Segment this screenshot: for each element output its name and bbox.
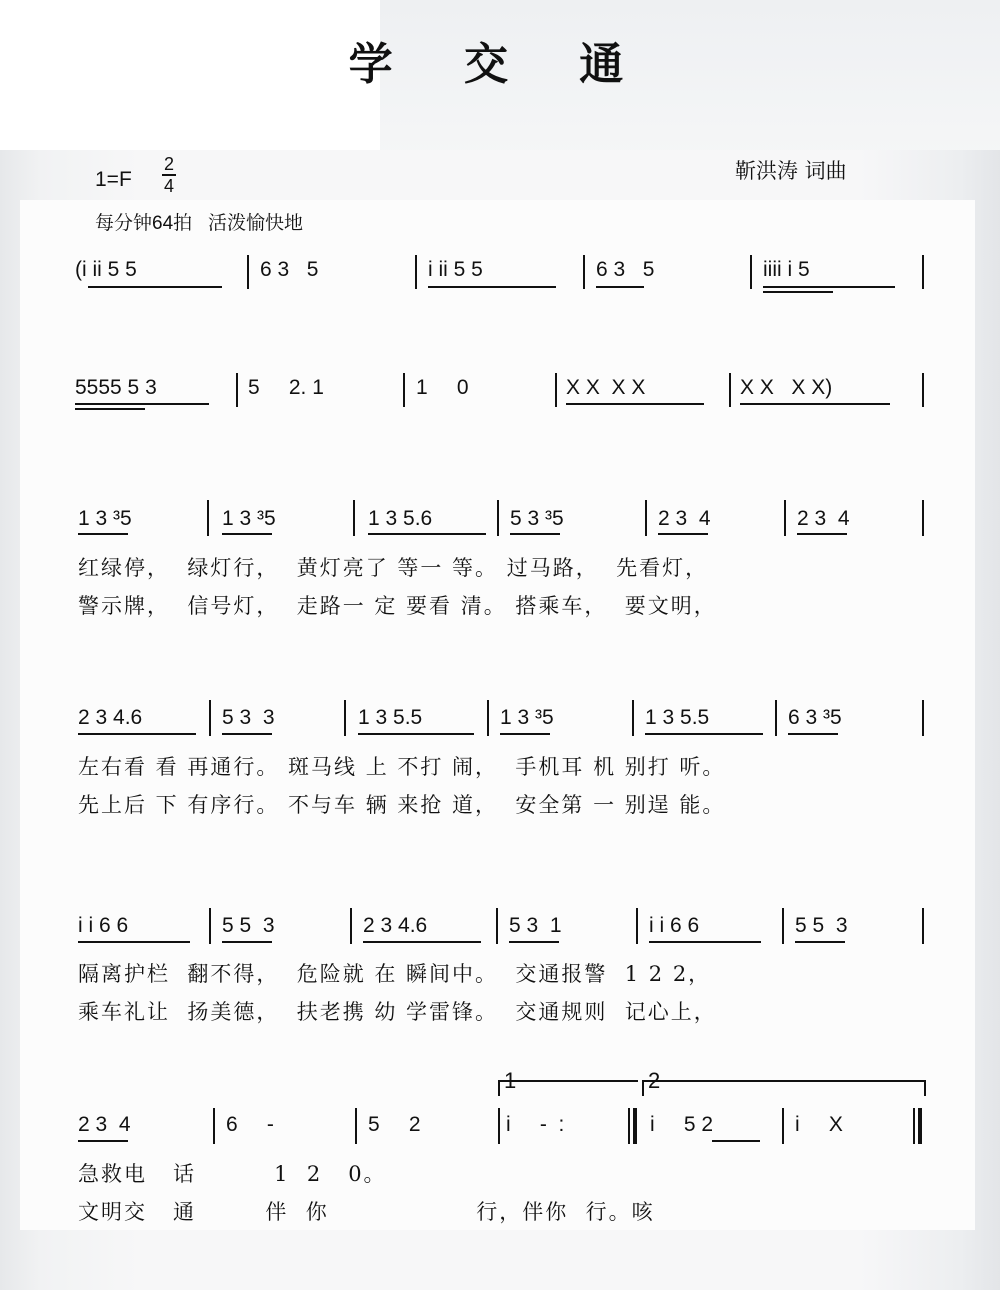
barline (922, 500, 924, 536)
beam-underline (222, 941, 272, 943)
beam-underline (712, 1140, 760, 1142)
measure: 6 3 ³5 (788, 706, 842, 729)
final-barline-thin (913, 1108, 915, 1144)
barline (922, 373, 924, 407)
beam-underline (500, 733, 550, 735)
barline (555, 373, 557, 407)
measure: 5 3 3 (222, 706, 275, 729)
beam-underline (363, 941, 481, 943)
beam-underline (368, 533, 486, 535)
measure: i i 6 6 (78, 914, 129, 937)
measure: i i 6 6 (649, 914, 700, 937)
beam-underline (78, 941, 190, 943)
volta-bracket-1 (498, 1080, 638, 1096)
barline (632, 700, 634, 736)
barline (750, 255, 752, 289)
meter-bottom: 4 (163, 176, 174, 196)
beam-underline (75, 403, 209, 405)
beam-underline (78, 1140, 128, 1142)
barline (415, 255, 417, 289)
beam-underline (596, 286, 644, 288)
measure: 1 3 ³5 (222, 507, 276, 530)
barline (353, 500, 355, 536)
measure: (i ii 5 5 (75, 258, 137, 281)
barline (497, 500, 499, 536)
lyric-line-verse2: 先上后 下 有序行。 不与车 辆 来抢 道， 安全第 一 别逞 能。 (78, 793, 726, 817)
barline (922, 255, 924, 289)
measure: 2 3 4.6 (363, 914, 428, 937)
barline (350, 908, 352, 944)
barline (236, 373, 238, 407)
barline (922, 700, 924, 736)
barline (247, 255, 249, 289)
barline (209, 908, 211, 944)
lyric-line-verse1: 红绿停， 绿灯行， 黄灯亮了 等一 等。 过马路， 先看灯， (78, 556, 709, 580)
barline (487, 700, 489, 736)
measure: 5 2. 1 (248, 376, 324, 399)
repeat-barline-thin (628, 1108, 630, 1144)
beam-underline (75, 408, 145, 410)
barline (355, 1108, 357, 1144)
lyric-line-verse2: 乘车礼让 扬美德， 扶老携 幼 学雷锋。 交通规则 记心上， (78, 1000, 717, 1024)
measure: 1 3 ³5 (500, 706, 554, 729)
measure: 6 3 5 (596, 258, 655, 281)
measure: 1 3 5.6 (368, 507, 433, 530)
beam-underline (88, 286, 222, 288)
measure: i X (795, 1113, 843, 1136)
beam-underline (658, 533, 708, 535)
lyric-line-verse2: 文明交 通 伴 你 行，伴你 行。咳 (78, 1200, 655, 1224)
beam-underline (566, 403, 704, 405)
beam-underline (795, 941, 845, 943)
barline (636, 908, 638, 944)
measure: iiii i 5 (763, 258, 810, 281)
measure: 2 3 4 (797, 507, 850, 530)
measure: i 5 2 (650, 1113, 714, 1136)
barline (209, 700, 211, 736)
beam-underline (222, 733, 272, 735)
measure: 1 3 ³5 (78, 507, 132, 530)
measure: 1 0 (416, 376, 469, 399)
measure: 5 5 3 (795, 914, 848, 937)
volta-bracket-2 (642, 1080, 926, 1096)
measure: X X X X (566, 376, 646, 399)
measure: i - : (506, 1113, 565, 1136)
measure: 5555 5 3 (75, 376, 157, 399)
barline (645, 500, 647, 536)
barline (729, 373, 731, 407)
beam-underline (428, 286, 556, 288)
song-title: 学 交 通 (348, 39, 652, 90)
barline (498, 1108, 500, 1144)
beam-underline (763, 286, 895, 288)
barline (213, 1108, 215, 1144)
measure: 2 3 4 (658, 507, 711, 530)
volta-number-1: 1 (504, 1068, 517, 1093)
meter-top: 2 (163, 154, 174, 174)
repeat-barline-thick (633, 1108, 637, 1144)
beam-underline (788, 733, 838, 735)
beam-underline (797, 533, 847, 535)
tempo-marking: 每分钟64拍 活泼愉快地 (95, 213, 303, 234)
volta-number-2: 2 (648, 1068, 661, 1093)
time-signature (160, 154, 178, 196)
lyric-line-verse2: 警示牌， 信号灯， 走路一 定 要看 清。 搭乘车， 要文明， (78, 594, 717, 618)
beam-underline (78, 733, 196, 735)
measure: 6 3 5 (260, 258, 319, 281)
beam-underline (645, 733, 763, 735)
barline (344, 700, 346, 736)
measure: 5 5 3 (222, 914, 275, 937)
barline (583, 255, 585, 289)
measure: 5 3 1 (509, 914, 562, 937)
barline (922, 908, 924, 944)
barline (782, 1108, 784, 1144)
measure: 1 3 5.5 (645, 706, 710, 729)
beam-underline (358, 733, 474, 735)
barline (775, 700, 777, 736)
beam-underline (222, 533, 272, 535)
beam-underline (740, 403, 890, 405)
barline (782, 908, 784, 944)
measure: X X X X) (740, 376, 833, 399)
lyric-line-verse1: 左右看 看 再通行。 斑马线 上 不打 闹， 手机耳 机 别打 听。 (78, 755, 726, 779)
barline (784, 500, 786, 536)
lyric-line-verse1: 隔离护栏 翻不得， 危险就 在 瞬间中。 交通报警 1 2 2， (78, 962, 712, 986)
measure: 2 3 4.6 (78, 706, 143, 729)
measure: 2 3 4 (78, 1113, 131, 1136)
measure: 5 3 ³5 (510, 507, 564, 530)
lyric-line-verse1: 急救电 话 1 2 0。 (78, 1162, 387, 1186)
measure: 6 - (226, 1113, 274, 1136)
beam-underline (509, 941, 559, 943)
beam-underline (763, 291, 833, 293)
key-signature: 1=F (95, 168, 132, 191)
measure: 1 3 5.5 (358, 706, 423, 729)
author-credit: 靳洪涛 词曲 (735, 159, 847, 183)
final-barline-thick (918, 1108, 922, 1144)
barline (207, 500, 209, 536)
barline (403, 373, 405, 407)
beam-underline (649, 941, 761, 943)
barline (496, 908, 498, 944)
beam-underline (78, 533, 128, 535)
measure: i ii 5 5 (428, 258, 483, 281)
measure: 5 2 (368, 1113, 421, 1136)
beam-underline (510, 533, 560, 535)
